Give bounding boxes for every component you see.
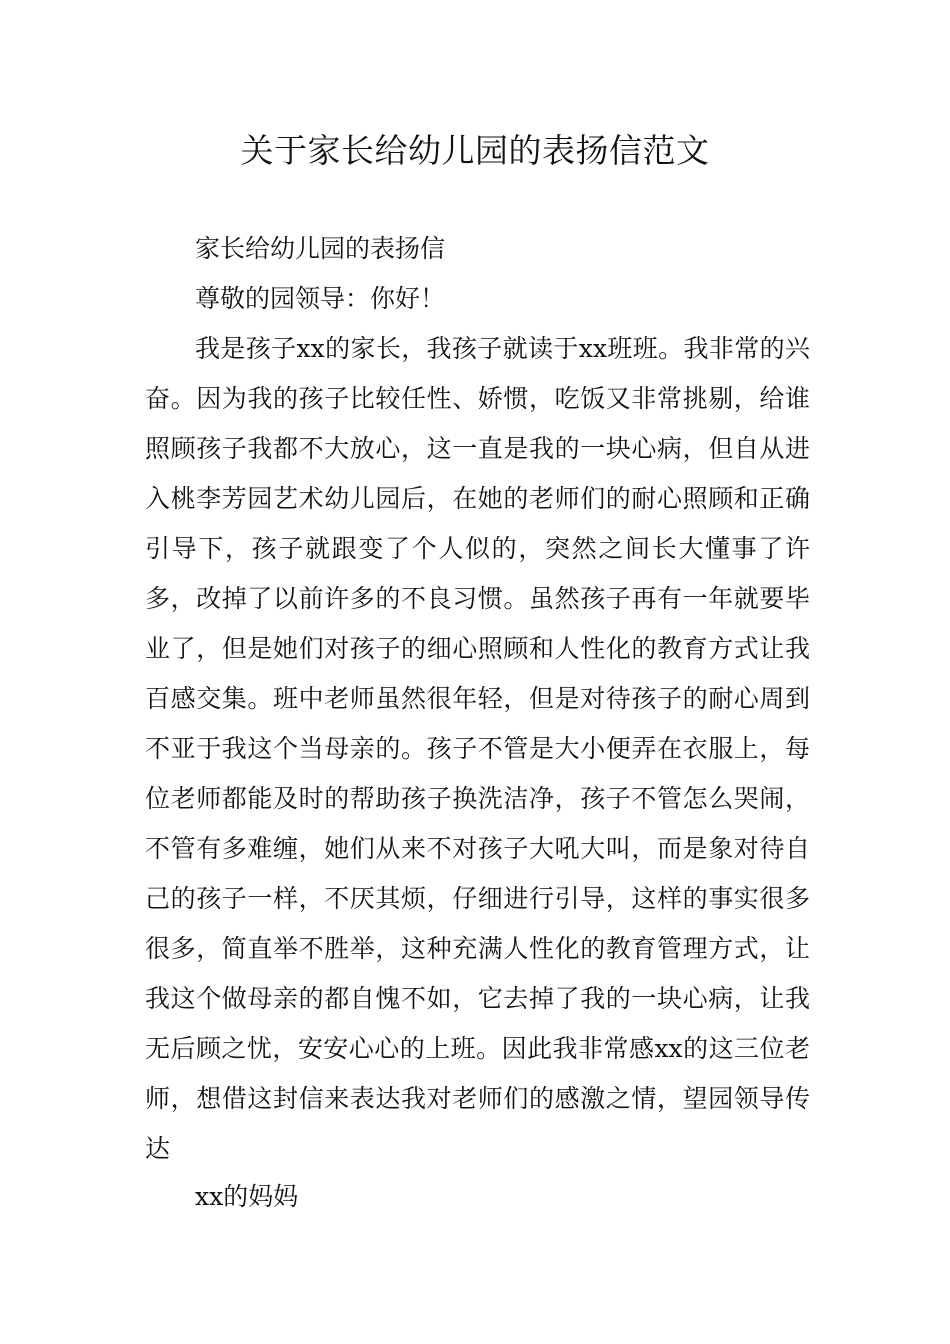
signature: xx的妈妈 xyxy=(195,1182,299,1211)
salutation: 尊敬的园领导：你好！ xyxy=(195,284,446,313)
letter-heading: 家长给幼儿园的表扬信 xyxy=(195,234,446,263)
body-paragraph: 我是孩子xx的家长，我孩子就读于xx班班。我非常的兴奋。因为我的孩子比较任性、娇惯，吃饭又非常挑剔，给谁照顾孩子我都不大放心，这一直是我的一块心病，但自从进入桃李芳园艺术幼儿园后，在她的老师们的耐心照顾和正确引导下，孩子就跟变了个人似的，突然之间长大懂事了许多，改掉了以前许多的不良习惯。虽然孩子再有一年就要毕业了，但是她们对孩子的细心照顾和人性化的教育方式让我百感交集。班中老师虽然很年轻，但是对待孩子的耐心周到不亚于我这个当母亲的。孩子不管是大小便弄在衣服上，每位老师都能及时的帮助孩子换洗洁净，孩子不管怎么哭闹，不管有多难缠，她们从来不对孩子大吼大叫，而是象对待自己的孩子一样，不厌其烦，仔细进行引导，这样的事实很多很多，简直举不胜举，这种充满人性化的教育管理方式，让我这个做母亲的都自愧不如，它去掉了我的一块心病，让我无后顾之忧，安安心心的上班。因此我非常感xx的这三位老师，想借这封信来表达我对老师们的感激之情，望园领导传达 xyxy=(145,334,810,1163)
document-title: 关于家长给幼儿园的表扬信范文 xyxy=(240,131,710,170)
